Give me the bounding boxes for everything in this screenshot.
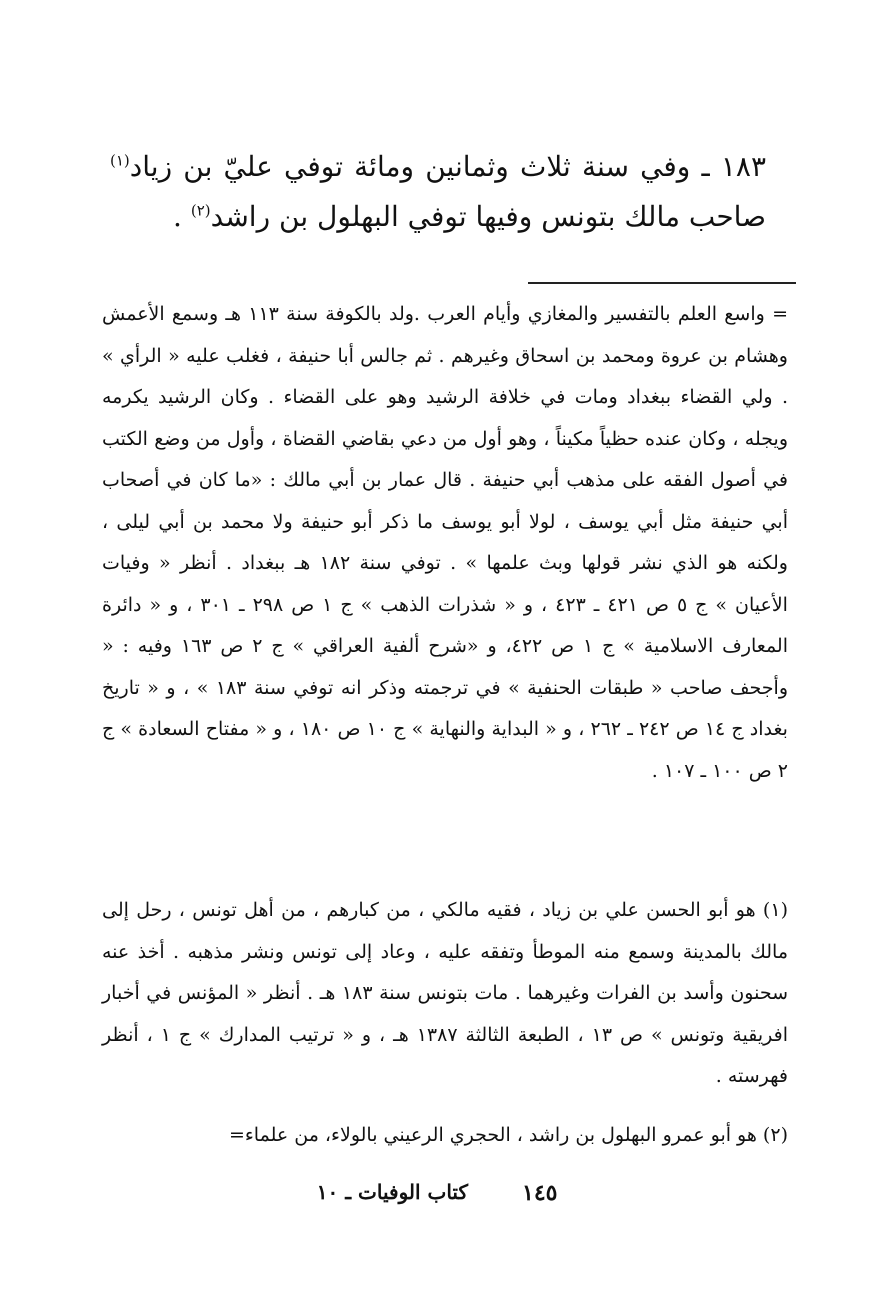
entry-text-2: صاحب مالك بتونس وفيها توفي البهلول بن راشد: [210, 200, 766, 233]
footnote-continuation: [102, 294, 788, 792]
footnote-2-text: (٢) هو أبو عمرو البهلول بن راشد ، الحجري الرعيني بالولاء، من علماء=: [228, 1124, 788, 1146]
footnote-1: [102, 890, 788, 1098]
footnote-separator: [528, 282, 796, 284]
page-number: ١٤٥: [522, 1180, 558, 1206]
page-footer: [112, 1180, 776, 1216]
footnote-continuation-text: = واسع العلم بالتفسير والمغازي وأيام العرب .ولد بالكوفة سنة ١١٣ هـ وسمع الأعمش وهشام بن عروة ومحمد بن اسحاق وغيرهم . ثم جالس أبا حنيفة ، فغلب عليه « الرأي » . ولي القضاء ببغداد ومات في خلافة الرشيد وهو على القضاء . وكان الرشيد يكرمه ويجله ، وكان عنده حظياً مكيناً ، وهو أول من دعي بقاضي القضاة ، وأول من وضع الكتب في أصول الفقه على مذهب أبي حنيفة . قال عمار بن أبي مالك : «ما كان في أصحاب أبي حنيفة مثل أبي يوسف ، لولا أبو يوسف ما ذكر أبو حنيفة ولا محمد بن أبي ليلى ، ولكنه هو الذي نشر قولها وبث علمها » . توفي سنة ١٨٢ هـ ببغداد . أنظر « وفيات الأعيان » ج ٥ ص ٤٢١ ـ ٤٢٣ ، و « شذرات الذهب » ج ١ ص ٢٩٨ ـ ٣٠١ ، و « دائرة المعارف الاسلامية » ج ١ ص ٤٢٢، و «شرح ألفية العراقي » ج ٢ ص ١٦٣ وفيه : « وأجحف صاحب « طبقات الحنفية » في ترجمته وذكر انه توفي سنة ١٨٣ » ، و « تاريخ بغداد ج ١٤ ص ٢٤٢ ـ ٢٦٢ ، و « البداية والنهاية » ج ١٠ ص ١٨٠ ، و « مفتاح السعادة » ج ٢ ص ١٠٠ ـ ١٠٧ .: [102, 303, 789, 782]
footnote-1-text: (١) هو أبو الحسن علي بن زياد ، فقيه مالكي ، من كبارهم ، من أهل تونس ، رحل إلى مالك بالمدينة وسمع منه الموطأ وتفقه عليه ، وعاد إلى تونس ونشر مذهبه . أخذ عنه سحنون وأسد بن الفرات وغيرهما . مات بتونس سنة ١٨٣ هـ . أنظر « المؤنس في أخبار افريقية وتونس » ص ١٣ ، الطبعة الثالثة ١٣٨٧ هـ ، و « ترتيب المدارك » ج ١ ، أنظر فهرسته .: [102, 899, 789, 1087]
entry-text-1: ١٨٣ ـ وفي سنة ثلاث وثمانين ومائة توفي عليّ بن زياد: [129, 150, 766, 183]
footnote-marker-2: (٢): [190, 201, 211, 220]
main-entry: [110, 142, 766, 242]
footnote-marker-1: (١): [110, 151, 130, 170]
signature-mark: كتاب الوفيات ـ ١٠: [316, 1180, 468, 1204]
entry-paragraph: [110, 142, 766, 242]
footnote-2: [102, 1115, 788, 1157]
entry-end: .: [173, 200, 191, 233]
